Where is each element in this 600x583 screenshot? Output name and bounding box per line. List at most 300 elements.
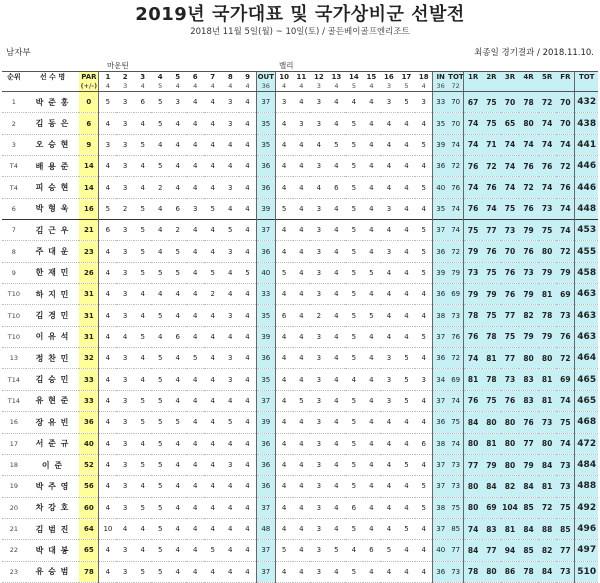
round-cell: 74 (501, 134, 520, 155)
hole-score-cell: 4 (186, 369, 204, 390)
hole-score-cell: 3 (222, 305, 240, 326)
hole-score-cell: 3 (99, 134, 117, 155)
round-cell: 73 (464, 262, 483, 283)
hole-score-cell: 5 (398, 348, 416, 369)
hole-score-cell: 3 (380, 390, 398, 411)
hole-score-cell: 6 (275, 305, 293, 326)
table-row (2, 348, 598, 369)
hole-score-cell: 4 (398, 326, 416, 347)
hole-score-cell: 4 (380, 220, 398, 241)
out-cell: 39 (257, 412, 276, 433)
out-cell: 37 (257, 220, 276, 241)
name-cell: 박 형 욱 (26, 198, 80, 219)
par-cell: 60 (79, 497, 99, 518)
round-cell: 76 (501, 284, 520, 305)
rank-cell: 18 (2, 454, 26, 475)
tot-cell: 73 (448, 454, 463, 475)
tot-cell: 74 (448, 198, 463, 219)
hole-score-cell: 4 (328, 220, 346, 241)
round-cell: 74 (538, 113, 557, 134)
hole-score-cell: 4 (293, 284, 311, 305)
in-cell: 38 (433, 497, 448, 518)
hole-score-cell: 3 (380, 348, 398, 369)
hole-score-cell: 3 (310, 390, 328, 411)
hole-score-cell: 4 (239, 134, 257, 155)
hole-score-cell: 5 (345, 476, 363, 497)
hole-score-cell: 4 (380, 412, 398, 433)
hole-score-cell: 5 (151, 156, 169, 177)
out-cell: 37 (257, 540, 276, 561)
hole-score-cell: 5 (151, 518, 169, 539)
round-cell: 73 (556, 561, 575, 582)
score-table (2, 71, 598, 583)
hole-score-cell: 4 (293, 518, 311, 539)
tot-cell: 69 (448, 284, 463, 305)
par-cell: 5 (398, 82, 416, 92)
hole-score-cell: 4 (169, 561, 187, 582)
hole-score-cell: 4 (186, 134, 204, 155)
rank-cell: 7 (2, 220, 26, 241)
hole-score-cell: 4 (293, 156, 311, 177)
round-cell: 74 (501, 156, 520, 177)
round-cell: 72 (482, 156, 501, 177)
round-cell: 80 (464, 497, 483, 518)
round-cell: 78 (519, 92, 538, 113)
hole-score-cell: 3 (310, 369, 328, 390)
col-hole: 18 (415, 72, 433, 83)
table-row (2, 156, 598, 177)
hole-score-cell: 6 (169, 326, 187, 347)
hole-score-cell: 4 (222, 326, 240, 347)
round-cell: 77 (482, 540, 501, 561)
round-cell: 84 (482, 476, 501, 497)
hole-score-cell: 4 (293, 476, 311, 497)
hole-score-cell: 4 (293, 540, 311, 561)
table-row (2, 561, 598, 582)
hole-score-cell: 4 (293, 220, 311, 241)
hole-score-cell: 5 (239, 262, 257, 283)
in-cell: 37 (433, 518, 448, 539)
header-row (2, 72, 598, 83)
in-cell: 36 (433, 241, 448, 262)
hole-score-cell: 4 (345, 369, 363, 390)
hole-score-cell: 3 (222, 92, 240, 113)
hole-score-cell: 4 (328, 497, 346, 518)
hole-score-cell: 4 (204, 348, 222, 369)
out-cell: 35 (257, 113, 276, 134)
hole-score-cell: 4 (415, 113, 433, 134)
hole-score-cell: 4 (275, 326, 293, 347)
round-cell: 67 (464, 92, 483, 113)
par-cell: 4 (186, 82, 204, 92)
hole-score-cell: 3 (380, 198, 398, 219)
hole-score-cell: 4 (293, 433, 311, 454)
par-cell: 16 (79, 198, 99, 219)
in-cell: 39 (433, 134, 448, 155)
hole-score-cell: 5 (415, 241, 433, 262)
hole-score-cell: 5 (134, 390, 152, 411)
col-hole: 10 (275, 72, 293, 83)
in-cell: 35 (433, 198, 448, 219)
hole-score-cell: 4 (239, 284, 257, 305)
hole-score-cell: 5 (275, 262, 293, 283)
hole-score-cell: 4 (328, 262, 346, 283)
hole-score-cell: 3 (116, 262, 134, 283)
tot-cell: 74 (448, 220, 463, 241)
hole-score-cell: 4 (363, 113, 381, 134)
hole-score-cell: 4 (169, 540, 187, 561)
hole-score-cell: 4 (239, 220, 257, 241)
round-cell: 104 (501, 497, 520, 518)
hole-score-cell: 4 (363, 412, 381, 433)
hole-score-cell: 4 (204, 220, 222, 241)
hole-score-cell: 4 (398, 262, 416, 283)
hole-score-cell: 5 (345, 262, 363, 283)
tot-cell: 74 (448, 134, 463, 155)
hole-score-cell: 3 (310, 348, 328, 369)
hole-score-cell: 4 (398, 412, 416, 433)
rank-cell: 1 (2, 92, 26, 113)
table-row (2, 540, 598, 561)
out-cell: 37 (257, 92, 276, 113)
round-cell: 81 (501, 518, 520, 539)
round-cell: 74 (556, 198, 575, 219)
col-hole: 1 (99, 72, 117, 83)
par-cell: 65 (79, 540, 99, 561)
total-cell: 464 (575, 348, 598, 369)
round-cell: 83 (482, 518, 501, 539)
hole-score-cell: 3 (116, 113, 134, 134)
hole-score-cell: 4 (239, 476, 257, 497)
hole-score-cell: 4 (186, 305, 204, 326)
hole-score-cell: 4 (186, 326, 204, 347)
hole-score-cell: 4 (222, 284, 240, 305)
hole-score-cell: 5 (345, 305, 363, 326)
par-cell: 9 (79, 134, 99, 155)
hole-score-cell: 4 (169, 177, 187, 198)
hole-score-cell: 4 (204, 241, 222, 262)
rank-cell: T10 (2, 326, 26, 347)
hole-score-cell: 4 (186, 220, 204, 241)
hole-score-cell: 3 (275, 92, 293, 113)
round-cell: 76 (519, 156, 538, 177)
par-cell: 33 (79, 369, 99, 390)
hole-score-cell: 4 (328, 198, 346, 219)
rank-cell: 21 (2, 518, 26, 539)
col-tot: TOT (448, 73, 464, 81)
round-cell: 81 (482, 433, 501, 454)
name-cell: 김 승 민 (26, 369, 80, 390)
round-cell: 79 (464, 241, 483, 262)
round-cell: 74 (556, 433, 575, 454)
par-cell: 78 (79, 561, 99, 582)
round-cell: 84 (464, 412, 483, 433)
par-cell: 21 (79, 220, 99, 241)
hole-score-cell: 4 (328, 92, 346, 113)
hole-score-cell: 4 (99, 326, 117, 347)
hole-score-cell: 4 (275, 348, 293, 369)
hole-score-cell: 5 (345, 241, 363, 262)
round-cell: 73 (556, 305, 575, 326)
hole-score-cell: 5 (151, 113, 169, 134)
hole-score-cell: 4 (169, 369, 187, 390)
hole-score-cell: 4 (99, 156, 117, 177)
round-cell: 74 (556, 134, 575, 155)
name-cell: 하 지 민 (26, 284, 80, 305)
hole-score-cell: 4 (186, 262, 204, 283)
in-cell: 36 (433, 412, 448, 433)
tot-cell: 77 (448, 540, 463, 561)
hole-score-cell: 4 (239, 348, 257, 369)
hole-score-cell: 4 (204, 113, 222, 134)
hole-score-cell: 4 (363, 156, 381, 177)
hole-score-cell: 4 (293, 305, 311, 326)
hole-score-cell: 5 (415, 220, 433, 241)
round-cell: 78 (464, 305, 483, 326)
round-cell: 74 (538, 177, 557, 198)
hole-score-cell: 5 (151, 561, 169, 582)
par-cell: 5 (345, 82, 363, 92)
hole-score-cell: 3 (310, 518, 328, 539)
round-cell: 86 (501, 561, 520, 582)
hole-score-cell: 4 (222, 156, 240, 177)
hole-score-cell: 4 (151, 326, 169, 347)
hole-score-cell: 4 (134, 156, 152, 177)
col-rank: 순위 (2, 72, 26, 83)
hole-score-cell: 4 (310, 134, 328, 155)
round-cell: 77 (464, 454, 483, 475)
hole-score-cell: 4 (275, 134, 293, 155)
hole-score-cell: 4 (239, 497, 257, 518)
hole-score-cell: 5 (186, 348, 204, 369)
hole-score-cell: 3 (116, 92, 134, 113)
hole-score-cell: 3 (310, 284, 328, 305)
hole-score-cell: 5 (345, 348, 363, 369)
hole-score-cell: 3 (310, 540, 328, 561)
hole-score-cell: 5 (99, 198, 117, 219)
hole-score-cell: 4 (363, 220, 381, 241)
tot-cell: 76 (448, 177, 463, 198)
round-cell: 84 (519, 518, 538, 539)
hole-score-cell: 4 (415, 412, 433, 433)
out-cell: 36 (257, 433, 276, 454)
name-cell: 이 유 석 (26, 326, 80, 347)
tot-cell: 74 (448, 390, 463, 411)
tot-cell: 72 (448, 156, 463, 177)
tot-cell: 75 (448, 412, 463, 433)
hole-score-cell: 3 (310, 476, 328, 497)
in-cell: 38 (433, 433, 448, 454)
total-cell: 453 (575, 220, 598, 241)
hole-score-cell: 4 (398, 540, 416, 561)
hole-score-cell: 4 (363, 348, 381, 369)
hole-score-cell: 2 (169, 220, 187, 241)
hole-score-cell: 2 (116, 198, 134, 219)
round-cell: 76 (501, 390, 520, 411)
hole-score-cell: 5 (328, 134, 346, 155)
hole-score-cell: 4 (328, 113, 346, 134)
par-cell: 0 (79, 92, 99, 113)
hole-score-cell: 4 (151, 220, 169, 241)
hole-score-cell: 4 (363, 476, 381, 497)
hole-score-cell: 4 (363, 497, 381, 518)
round-cell: 88 (538, 518, 557, 539)
hole-score-cell: 4 (398, 476, 416, 497)
hole-score-cell: 4 (239, 369, 257, 390)
hole-score-cell: 4 (275, 561, 293, 582)
hole-score-cell: 5 (134, 326, 152, 347)
hole-score-cell: 5 (415, 326, 433, 347)
col-hole: 14 (345, 72, 363, 83)
col-hole: 16 (380, 72, 398, 83)
hole-score-cell: 4 (415, 198, 433, 219)
hole-score-cell: 3 (116, 156, 134, 177)
par-cell: 72 (448, 82, 463, 92)
round-cell: 83 (519, 369, 538, 390)
round-cell: 72 (538, 497, 557, 518)
par-cell: 56 (79, 476, 99, 497)
par-cell: 23 (79, 241, 99, 262)
hole-score-cell: 4 (328, 518, 346, 539)
hole-score-cell: 4 (239, 198, 257, 219)
hole-score-cell: 3 (310, 454, 328, 475)
round-cell: 79 (519, 454, 538, 475)
hole-score-cell: 4 (328, 454, 346, 475)
out-cell: 35 (257, 134, 276, 155)
hole-score-cell: 4 (151, 284, 169, 305)
hole-score-cell: 3 (222, 348, 240, 369)
total-cell: 463 (575, 284, 598, 305)
table-row (2, 433, 598, 454)
hole-score-cell: 4 (99, 113, 117, 134)
hole-score-cell: 4 (275, 284, 293, 305)
hole-score-cell: 6 (99, 220, 117, 241)
hole-score-cell: 10 (99, 518, 117, 539)
hole-score-cell: 5 (398, 518, 416, 539)
hole-score-cell: 5 (169, 241, 187, 262)
hole-score-cell: 3 (116, 412, 134, 433)
hole-score-cell: 4 (380, 156, 398, 177)
out-cell: 40 (257, 262, 276, 283)
in-cell: 37 (433, 454, 448, 475)
table-row (2, 476, 598, 497)
round-cell: 80 (482, 561, 501, 582)
hole-score-cell: 5 (328, 540, 346, 561)
col-round: 2R (482, 72, 501, 83)
total-cell: 484 (575, 454, 598, 475)
hole-score-cell: 3 (186, 198, 204, 219)
par-cell: 5 (151, 82, 169, 92)
hole-score-cell: 4 (328, 241, 346, 262)
hole-score-cell: 3 (169, 92, 187, 113)
hole-score-cell: 4 (239, 305, 257, 326)
hole-score-cell: 3 (222, 454, 240, 475)
hole-score-cell: 4 (134, 284, 152, 305)
in-cell: 36 (433, 561, 448, 582)
col-total: TOT (575, 72, 598, 83)
par-cell: 4 (275, 82, 293, 92)
round-cell: 73 (538, 412, 557, 433)
tot-cell: 72 (448, 241, 463, 262)
page-title: 2019년 국가대표 및 국가상비군 선발전 (135, 4, 465, 25)
hole-score-cell: 4 (186, 540, 204, 561)
hole-score-cell: 5 (151, 305, 169, 326)
table-row (2, 497, 598, 518)
total-cell: 441 (575, 134, 598, 155)
hole-score-cell: 4 (186, 284, 204, 305)
round-cell: 70 (556, 92, 575, 113)
hole-score-cell: 4 (275, 476, 293, 497)
hole-score-cell: 4 (398, 220, 416, 241)
hole-score-cell: 4 (186, 241, 204, 262)
hole-score-cell: 4 (380, 134, 398, 155)
hole-score-cell: 4 (239, 241, 257, 262)
col-hole: 9 (239, 72, 257, 83)
in-cell: 39 (433, 262, 448, 283)
hole-score-cell: 3 (116, 476, 134, 497)
hole-score-cell: 3 (116, 305, 134, 326)
hole-score-cell: 3 (415, 92, 433, 113)
par-cell: 40 (79, 433, 99, 454)
hole-score-cell: 4 (134, 518, 152, 539)
hole-score-cell: 4 (222, 497, 240, 518)
hole-score-cell: 4 (415, 454, 433, 475)
round-cell: 69 (556, 369, 575, 390)
hole-score-cell: 5 (345, 284, 363, 305)
hole-score-cell: 4 (275, 433, 293, 454)
round-cell: 78 (482, 369, 501, 390)
round-cell: 65 (501, 113, 520, 134)
hole-score-cell: 3 (415, 369, 433, 390)
hole-score-cell: 4 (222, 134, 240, 155)
in-cell: 38 (433, 305, 448, 326)
hole-score-cell: 5 (345, 390, 363, 411)
hole-score-cell: 4 (398, 241, 416, 262)
round-cell: 76 (501, 262, 520, 283)
round-cell: 80 (538, 348, 557, 369)
hole-score-cell: 4 (99, 433, 117, 454)
hole-score-cell: 3 (222, 177, 240, 198)
round-cell: 75 (482, 92, 501, 113)
tot-cell: 73 (448, 305, 463, 326)
hole-score-cell: 4 (186, 518, 204, 539)
hole-score-cell: 4 (222, 561, 240, 582)
course-out-label: 마운틴 (107, 61, 129, 70)
rank-cell: T4 (2, 156, 26, 177)
hole-score-cell: 4 (134, 348, 152, 369)
hole-score-cell: 5 (363, 262, 381, 283)
round-cell: 74 (464, 348, 483, 369)
name-cell: 오 승 현 (26, 134, 80, 155)
round-cell: 76 (556, 326, 575, 347)
round-cell: 74 (538, 134, 557, 155)
hole-score-cell: 4 (186, 412, 204, 433)
hole-score-cell: 4 (415, 348, 433, 369)
in-cell: 33 (433, 92, 448, 113)
hole-score-cell: 4 (204, 390, 222, 411)
round-cell: 82 (519, 305, 538, 326)
rank-cell: 13 (2, 348, 26, 369)
hole-score-cell: 4 (239, 561, 257, 582)
hole-score-cell: 4 (134, 113, 152, 134)
hole-score-cell: 5 (345, 177, 363, 198)
hole-score-cell: 4 (363, 134, 381, 155)
par-cell (519, 82, 538, 92)
hole-score-cell: 4 (134, 369, 152, 390)
in-cell: 40 (433, 177, 448, 198)
hole-score-cell: 4 (293, 198, 311, 219)
round-cell: 83 (519, 390, 538, 411)
